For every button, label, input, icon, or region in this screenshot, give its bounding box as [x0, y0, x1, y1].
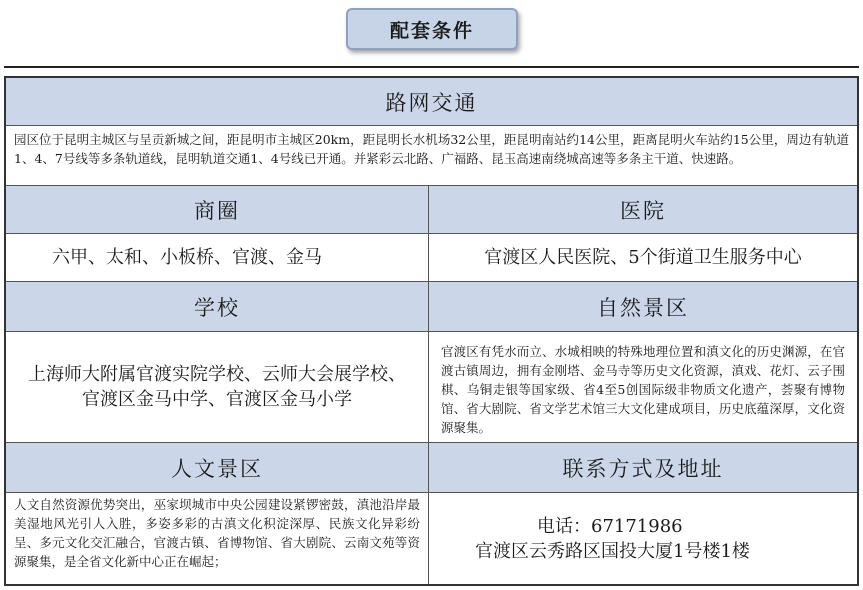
culture-heading: 人文景区 — [6, 443, 428, 493]
contact-heading: 联系方式及地址 — [429, 443, 857, 493]
traffic-heading: 路网交通 — [6, 78, 857, 126]
conditions-table — [4, 76, 859, 586]
contact-block — [429, 493, 857, 584]
nature-text: 官渡区有凭水而立、水城相映的特殊地理位置和滇文化的历史渊源，在官渡古镇周边，拥有金刚塔、金马寺等历史文化资源，滇戏、花灯、云子围棋、乌铜走银等国家级、省4至5创国际级非物质文化遗产，荟聚有博物馆、省大剧院、省文学艺术馆三大文化建成项目，历史底蕴深厚，文化资源聚集。 — [429, 332, 857, 443]
page-title: 配套条件 — [346, 8, 518, 50]
traffic-text: 园区位于昆明主城区与呈贡新城之间，距昆明市主城区20km，距昆明长水机场32公里，距昆明南站约14公里，距离昆明火车站约15公里，周边有轨道1、4、7号线等多条轨道线，昆明轨道交通1、4号线已开通。并紧彩云北路、广福路、昆玉高速南绕城高速等多条主干道、快速路。 — [6, 126, 857, 186]
divider-rule — [4, 66, 859, 68]
school-text: 上海师大附属官渡实院学校、云师大会展学校、官渡区金马中学、官渡区金马小学 — [6, 332, 428, 443]
school-heading: 学校 — [6, 282, 428, 332]
nature-heading: 自然景区 — [429, 282, 857, 332]
business-text: 六甲、太和、小板桥、官渡、金马 — [6, 234, 428, 282]
culture-text: 人文自然资源优势突出，巫家坝城市中央公园建设紧锣密鼓，滇池沿岸最美湿地风光引人入胜，多姿多彩的古滇文化积淀深厚、民族文化异彩纷呈、多元文化交汇融合，官渡古镇、省博物馆、省大剧院、云南文苑等资源聚集，是全省文化新中心正在崛起； — [6, 493, 428, 584]
hospital-heading: 医院 — [429, 186, 857, 234]
contact-phone: 电话：67171986 — [537, 515, 683, 537]
column-divider — [428, 186, 429, 584]
hospital-text: 官渡区人民医院、5个街道卫生服务中心 — [429, 234, 857, 282]
business-heading: 商圈 — [6, 186, 428, 234]
contact-address: 官渡区云秀路区国投大厦1号楼1楼 — [475, 540, 750, 562]
